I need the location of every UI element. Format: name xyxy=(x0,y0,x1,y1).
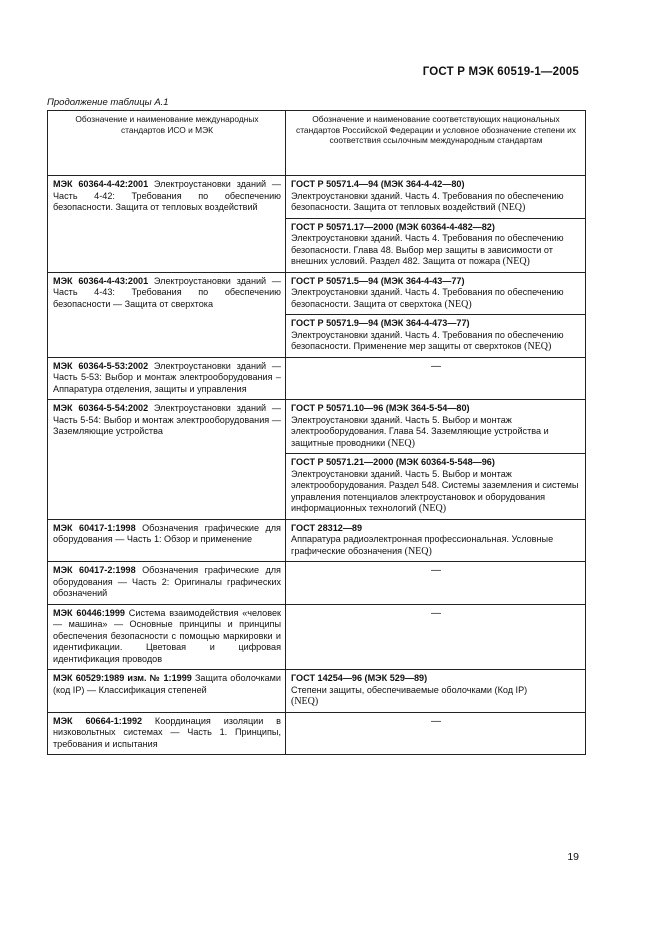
national-standard-title: Аппаратура радиоэлектронная профессиональная. Условные графические обозначения xyxy=(291,534,554,556)
international-standard-cell xyxy=(48,176,286,273)
international-standard-title: Координация изоляции в низковольтных системах — Часть 1. Принципы, требования и испытания xyxy=(53,715,281,749)
table-row xyxy=(48,670,586,713)
national-standard-title: Электроустановки зданий. Часть 5. Выбор и монтаж электрооборудования. Раздел 548. Системы заземления и системы управления потенциалов электроустановок и оборудования информационных технологий xyxy=(291,468,579,513)
international-standard-code: МЭК 60446:1999 xyxy=(53,607,125,618)
national-standard-title: Электроустановки зданий. Часть 4. Требования по обеспечению безопасности. Глава 48. Выбор мер защиты в зависимости от внешних условий. Раздел 482. Защита от пожара xyxy=(291,233,564,266)
conformity-degree: (NEQ) xyxy=(498,202,526,213)
document-code: ГОСТ Р МЭК 60519-1—2005 xyxy=(422,66,579,78)
standards-table xyxy=(47,110,586,755)
national-standard-code: ГОСТ Р 50571.4—94 (МЭК 364-4-42—80) xyxy=(291,179,465,189)
international-standard-cell xyxy=(48,357,286,400)
table-row xyxy=(48,712,586,755)
international-standard-code: МЭК 60364-5-54:2002 xyxy=(53,403,149,413)
national-standard-cell xyxy=(286,454,586,520)
table-row xyxy=(48,562,586,605)
international-standard-cell xyxy=(48,604,286,670)
international-standard-cell xyxy=(48,272,286,357)
international-standard-title: Обозначения графические для оборудования — Часть 2: Оригиналы графических обозначений xyxy=(53,565,281,598)
international-standard-title: Электроустановки зданий — Часть 4-43: Требования по обеспечению безопасности — Защита от сверхтока xyxy=(53,275,281,309)
no-equivalent-cell: — xyxy=(286,562,586,605)
no-equivalent-cell: — xyxy=(286,357,586,400)
national-standard-code: ГОСТ Р 50571.17—2000 (МЭК 60364-4-482—82) xyxy=(291,221,495,232)
national-standard-cell xyxy=(286,272,586,315)
international-standard-cell xyxy=(48,712,286,755)
table-row xyxy=(48,176,586,219)
national-standard-cell xyxy=(286,315,586,358)
national-standard-title: Электроустановки зданий. Часть 4. Требования по обеспечению безопасности. Защита от сверхтока xyxy=(291,287,564,309)
international-standard-code: МЭК 60417-1:1998 xyxy=(53,522,136,533)
table-row xyxy=(48,604,586,670)
column-header-national: Обозначение и наименование соответствующих национальных стандартов Российской Федерации и условное обозначение степени их соответствия ссылочным международным стандартам xyxy=(286,111,586,176)
national-standard-title: Электроустановки зданий. Часть 4. Требования по обеспечению безопасности. Применение мер защиты от сверхтоков xyxy=(291,329,564,351)
table-caption: Продолжение таблицы А.1 xyxy=(47,97,169,108)
conformity-degree: (NEQ) xyxy=(291,696,319,707)
no-equivalent-cell: — xyxy=(286,712,586,755)
national-standard-code: ГОСТ Р 50571.5—94 (МЭК 364-4-43—77) xyxy=(291,275,465,286)
international-standard-code: МЭК 60364-4-43:2001 xyxy=(53,275,149,286)
table-header-row xyxy=(48,111,586,176)
international-standard-title: Защита оболочками (код IP) — Классификация степеней xyxy=(53,673,281,695)
national-standard-cell xyxy=(286,519,586,562)
national-standard-code: ГОСТ Р 50571.9—94 (МЭК 364-4-473—77) xyxy=(291,318,470,328)
table-row xyxy=(48,272,586,315)
national-standard-code: ГОСТ Р 50571.10—96 (МЭК 364-5-54—80) xyxy=(291,403,470,413)
table-row xyxy=(48,357,586,400)
national-standard-cell xyxy=(286,176,586,219)
national-standard-cell xyxy=(286,400,586,454)
international-standard-cell xyxy=(48,400,286,520)
international-standard-cell xyxy=(48,519,286,562)
conformity-degree: (NEQ) xyxy=(444,298,472,310)
national-standard-cell xyxy=(286,670,586,713)
international-standard-code: МЭК 60364-5-53:2002 xyxy=(53,360,149,371)
international-standard-title: Электроустановки зданий — Часть 5-53: Выбор и монтаж электрооборудования – Аппаратура отделения, защиты и управления xyxy=(53,360,281,394)
national-standard-title: Электроустановки зданий. Часть 5. Выбор и монтаж электрооборудования. Глава 54. Заземляющие устройства и защитные проводники xyxy=(291,414,549,448)
national-standard-title: Электроустановки зданий. Часть 4. Требования по обеспечению безопасности. Защита от тепловых воздействий xyxy=(291,190,564,212)
international-standard-title: Обозначения графические для оборудования — Часть 1: Обзор и применение xyxy=(53,522,281,544)
international-standard-title: Электроустановки зданий — Часть 5-54: Выбор и монтаж электрооборудования — Заземляющие устройства xyxy=(53,403,281,436)
column-header-international: Обозначение и наименование международных стандартов ИСО и МЭК xyxy=(48,111,286,176)
page-number: 19 xyxy=(567,851,579,863)
table-row xyxy=(48,400,586,454)
national-standard-code: ГОСТ 28312—89 xyxy=(291,522,363,533)
no-equivalent-cell: — xyxy=(286,604,586,670)
international-standard-code: МЭК 60364-4-42:2001 xyxy=(53,179,149,189)
conformity-degree: (NEQ) xyxy=(524,341,552,352)
international-standard-cell xyxy=(48,670,286,713)
international-standard-code: МЭК 60529:1989 изм. № 1:1999 xyxy=(53,673,192,683)
international-standard-code: МЭК 60417-2:1998 xyxy=(53,565,136,575)
national-standard-code: ГОСТ Р 50571.21—2000 (МЭК 60364-5-548—96) xyxy=(291,457,495,467)
national-standard-title: Степени защиты, обеспечиваемые оболочками (Код IP) xyxy=(291,684,528,695)
international-standard-cell xyxy=(48,562,286,605)
conformity-degree: (NEQ) xyxy=(387,437,415,449)
national-standard-cell xyxy=(286,218,586,272)
national-standard-code: ГОСТ 14254—96 (МЭК 529—89) xyxy=(291,673,428,683)
international-standard-title: Система взаимодействия «человек — машина» — Основные принципы и принципы обеспечения безопасности с помощью маркировки и идентификации. Цветовая и цифровая идентификация проводов xyxy=(53,607,281,664)
conformity-degree: (NEQ) xyxy=(502,256,530,267)
international-standard-title: Электроустановки зданий — Часть 4-42: Требования по обеспечению безопасности. Защита от тепловых воздействий xyxy=(53,179,281,212)
table-row xyxy=(48,519,586,562)
international-standard-code: МЭК 60664-1:1992 xyxy=(53,715,143,726)
conformity-degree: (NEQ) xyxy=(404,545,432,557)
conformity-degree: (NEQ) xyxy=(418,503,447,514)
